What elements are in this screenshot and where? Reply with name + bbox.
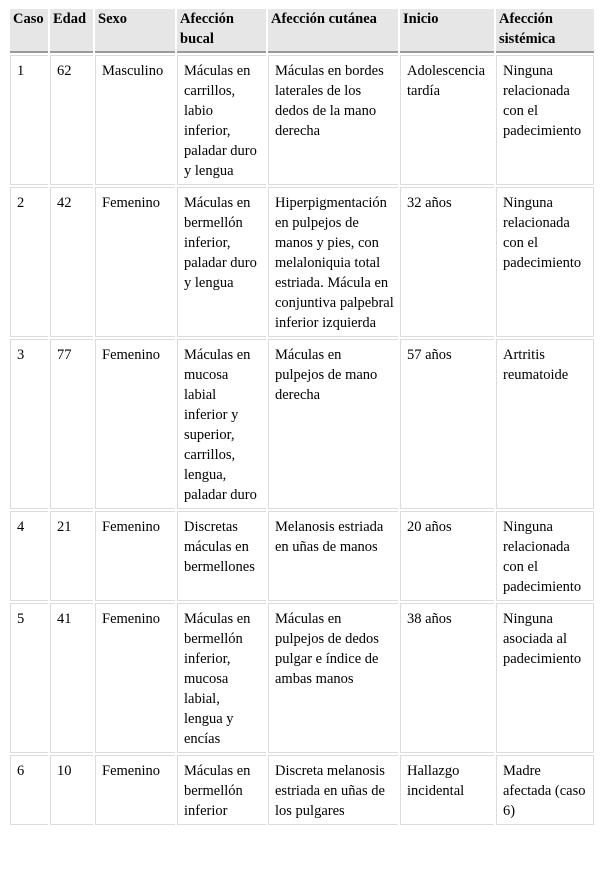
header-afeccion-bucal: Afección bucal (177, 9, 266, 53)
cell-edad: 42 (50, 187, 93, 337)
cell-afeccion-sistemica: Ninguna relacionada con el padecimiento (496, 511, 594, 601)
table-row (10, 511, 594, 601)
table-row (10, 187, 594, 337)
table-row (10, 55, 594, 185)
cell-afeccion-bucal: Máculas en bermellón inferior, paladar duro y lengua (177, 187, 266, 337)
cell-sexo: Femenino (95, 187, 175, 337)
cell-inicio: 20 años (400, 511, 494, 601)
cell-edad: 10 (50, 755, 93, 825)
cell-caso: 3 (10, 339, 48, 509)
cell-sexo: Femenino (95, 603, 175, 753)
header-afeccion-cutanea: Afección cutánea (268, 9, 398, 53)
cell-afeccion-cutanea: Máculas en bordes laterales de los dedos de la mano derecha (268, 55, 398, 185)
cell-sexo: Masculino (95, 55, 175, 185)
cell-afeccion-bucal: Discretas máculas en bermellones (177, 511, 266, 601)
cell-afeccion-bucal: Máculas en bermellón inferior (177, 755, 266, 825)
header-edad: Edad (50, 9, 93, 53)
cell-caso: 1 (10, 55, 48, 185)
cell-afeccion-sistemica: Ninguna asociada al padecimiento (496, 603, 594, 753)
cell-afeccion-cutanea: Máculas en pulpejos de mano derecha (268, 339, 398, 509)
cell-inicio: 38 años (400, 603, 494, 753)
cell-afeccion-bucal: Máculas en carrillos, labio inferior, paladar duro y lengua (177, 55, 266, 185)
cell-afeccion-sistemica: Madre afectada (caso 6) (496, 755, 594, 825)
table-row (10, 339, 594, 509)
cell-afeccion-sistemica: Ninguna relacionada con el padecimiento (496, 55, 594, 185)
cell-afeccion-cutanea: Máculas en pulpejos de dedos pulgar e índice de ambas manos (268, 603, 398, 753)
cell-caso: 6 (10, 755, 48, 825)
header-afeccion-sistemica: Afección sistémica (496, 9, 594, 53)
table-row (10, 603, 594, 753)
cell-caso: 2 (10, 187, 48, 337)
cell-afeccion-cutanea: Hiperpigmentación en pulpejos de manos y pies, con melaloniquia total estriada. Mácula en conjuntiva palpebral inferior izquierda (268, 187, 398, 337)
cell-inicio: Hallazgo incidental (400, 755, 494, 825)
cell-inicio: 32 años (400, 187, 494, 337)
cell-edad: 21 (50, 511, 93, 601)
cell-edad: 62 (50, 55, 93, 185)
header-sexo: Sexo (95, 9, 175, 53)
cell-caso: 4 (10, 511, 48, 601)
cell-afeccion-sistemica: Ninguna relacionada con el padecimiento (496, 187, 594, 337)
cell-afeccion-bucal: Máculas en bermellón inferior, mucosa labial, lengua y encías (177, 603, 266, 753)
case-table (8, 7, 596, 827)
cell-inicio: Adolescencia tardía (400, 55, 494, 185)
header-caso: Caso (10, 9, 48, 53)
cell-sexo: Femenino (95, 755, 175, 825)
cell-afeccion-cutanea: Melanosis estriada en uñas de manos (268, 511, 398, 601)
cell-sexo: Femenino (95, 339, 175, 509)
cell-edad: 41 (50, 603, 93, 753)
table-header-row (10, 9, 594, 53)
cell-inicio: 57 años (400, 339, 494, 509)
table-row (10, 755, 594, 825)
cell-afeccion-bucal: Máculas en mucosa labial inferior y superior, carrillos, lengua, paladar duro (177, 339, 266, 509)
cell-sexo: Femenino (95, 511, 175, 601)
cell-caso: 5 (10, 603, 48, 753)
cell-edad: 77 (50, 339, 93, 509)
cell-afeccion-cutanea: Discreta melanosis estriada en uñas de los pulgares (268, 755, 398, 825)
header-inicio: Inicio (400, 9, 494, 53)
cell-afeccion-sistemica: Artritis reumatoide (496, 339, 594, 509)
